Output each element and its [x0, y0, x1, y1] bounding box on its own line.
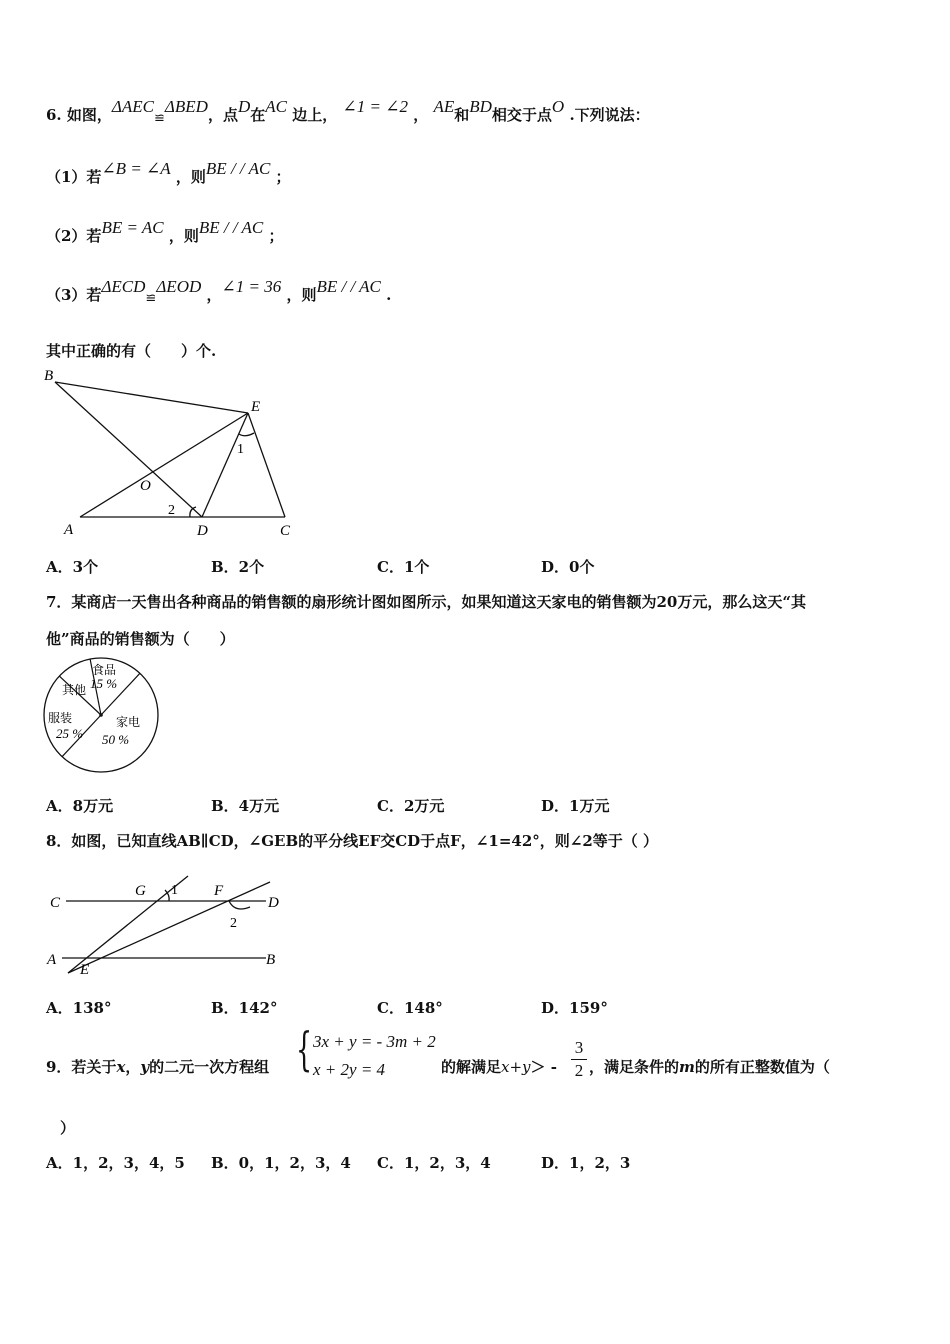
q7-stem-line-2: 他”商品的销售额为（ ） — [46, 630, 235, 648]
angle-1-arc — [239, 433, 254, 436]
angle-2-arc — [190, 507, 196, 517]
pie-label-food: 食品 — [92, 663, 117, 677]
q6-option-d[interactable]: D．0个 — [541, 558, 595, 576]
pie-center-dot — [99, 713, 103, 717]
q6-ask: 其中正确的有（ ）个. — [46, 342, 217, 360]
q7-pie-chart — [38, 652, 168, 782]
label-O: O — [140, 478, 151, 494]
q6-option-a[interactable]: A．3个 — [46, 558, 99, 576]
q6-stem: 6. 如图，ΔAEC≌ΔBED，点D在AC 边上， ∠1 = ∠2 ， AE和BD相交于点O .下列说法： — [46, 97, 650, 126]
q8-option-a[interactable]: A．138° — [46, 999, 112, 1017]
q9-fraction-bar — [571, 1059, 587, 1060]
label-A: A — [47, 952, 57, 968]
q8-option-b[interactable]: B．142° — [211, 999, 278, 1017]
q7-option-b[interactable]: B．4万元 — [211, 797, 280, 815]
q6-figure — [40, 362, 300, 542]
q9-option-c[interactable]: C．1，2，3，4 — [377, 1154, 491, 1172]
q8-option-d[interactable]: D．159° — [541, 999, 608, 1017]
label-D: D — [197, 523, 208, 539]
label-angle-1: 1 — [171, 883, 178, 898]
q6-option-c[interactable]: C．1个 — [377, 558, 430, 576]
q9-fraction-denominator: 2 — [574, 1061, 584, 1080]
q6-statement-2: （2）若BE = AC ，则BE / / AC ； — [46, 218, 284, 245]
label-E: E — [251, 399, 261, 415]
q9-fraction — [571, 1038, 587, 1081]
segment-ED — [202, 413, 248, 517]
q8-stem: 8．如图，已知直线AB∥CD，∠GEB的平分线EF交CD于点F，∠1=42°，则∠2等于（ ） — [46, 832, 658, 850]
label-C: C — [50, 895, 61, 911]
q9-stem-right: ，满足条件的m的所有正整数值为（ — [589, 1058, 830, 1076]
q9-stem-left: 9．若关于x，y的二元一次方程组 — [46, 1058, 270, 1076]
q9-system-brace: { — [296, 1022, 313, 1076]
q9-option-d[interactable]: D．1，2，3 — [541, 1154, 631, 1172]
q9-option-a[interactable]: A．1，2，3，4，5 — [46, 1154, 185, 1172]
pie-label-clothing: 服装 — [48, 711, 73, 725]
q9-equation-1: 3x + y = - 3m + 2 — [313, 1032, 436, 1051]
label-F: F — [214, 883, 224, 899]
label-G: G — [135, 883, 146, 899]
label-D: D — [268, 895, 279, 911]
q8-figure — [40, 870, 300, 980]
label-A: A — [64, 522, 74, 538]
segment-EC — [248, 413, 285, 517]
label-angle-2: 2 — [230, 916, 237, 931]
q7-option-a[interactable]: A．8万元 — [46, 797, 114, 815]
q9-close-paren: ） — [60, 1119, 76, 1137]
pie-pct-clothing: 25 % — [56, 726, 84, 741]
label-B: B — [44, 368, 54, 384]
pie-label-appliance: 家电 — [116, 715, 141, 729]
pie-pct-appliance: 50 % — [102, 732, 130, 747]
label-B: B — [266, 952, 276, 968]
q7-option-d[interactable]: D．1万元 — [541, 797, 610, 815]
pie-pct-food: 15 % — [90, 676, 118, 691]
q6-option-b[interactable]: B．2个 — [211, 558, 265, 576]
label-angle-2: 2 — [168, 503, 175, 518]
q9-option-b[interactable]: B．0，1，2，3，4 — [211, 1154, 351, 1172]
q8-option-c[interactable]: C．148° — [377, 999, 443, 1017]
label-angle-1: 1 — [237, 442, 244, 457]
label-C: C — [280, 523, 291, 539]
q7-stem-line-1: 7．某商店一天售出各种商品的销售额的扇形统计图如图所示，如果知道这天家电的销售额为20万元，那么这天“其 — [46, 593, 806, 611]
q7-option-c[interactable]: C．2万元 — [377, 797, 445, 815]
q6-statement-1: （1）若∠B = ∠A ，则BE / / AC ； — [46, 159, 291, 186]
q6-statement-3: （3）若ΔECD≌ΔEOD ，∠1 = 36 ，则BE / / AC . — [46, 277, 392, 306]
q9-equation-2: x + 2y = 4 — [313, 1060, 386, 1079]
q9-stem-middle: 的解满足x+y＞ - — [441, 1058, 557, 1076]
angle-2-arc — [229, 901, 250, 909]
pie-label-other: 其他 — [62, 683, 87, 697]
q9-fraction-numerator: 3 — [574, 1038, 584, 1057]
label-E: E — [80, 962, 90, 978]
q6-number: 6. — [46, 106, 62, 124]
